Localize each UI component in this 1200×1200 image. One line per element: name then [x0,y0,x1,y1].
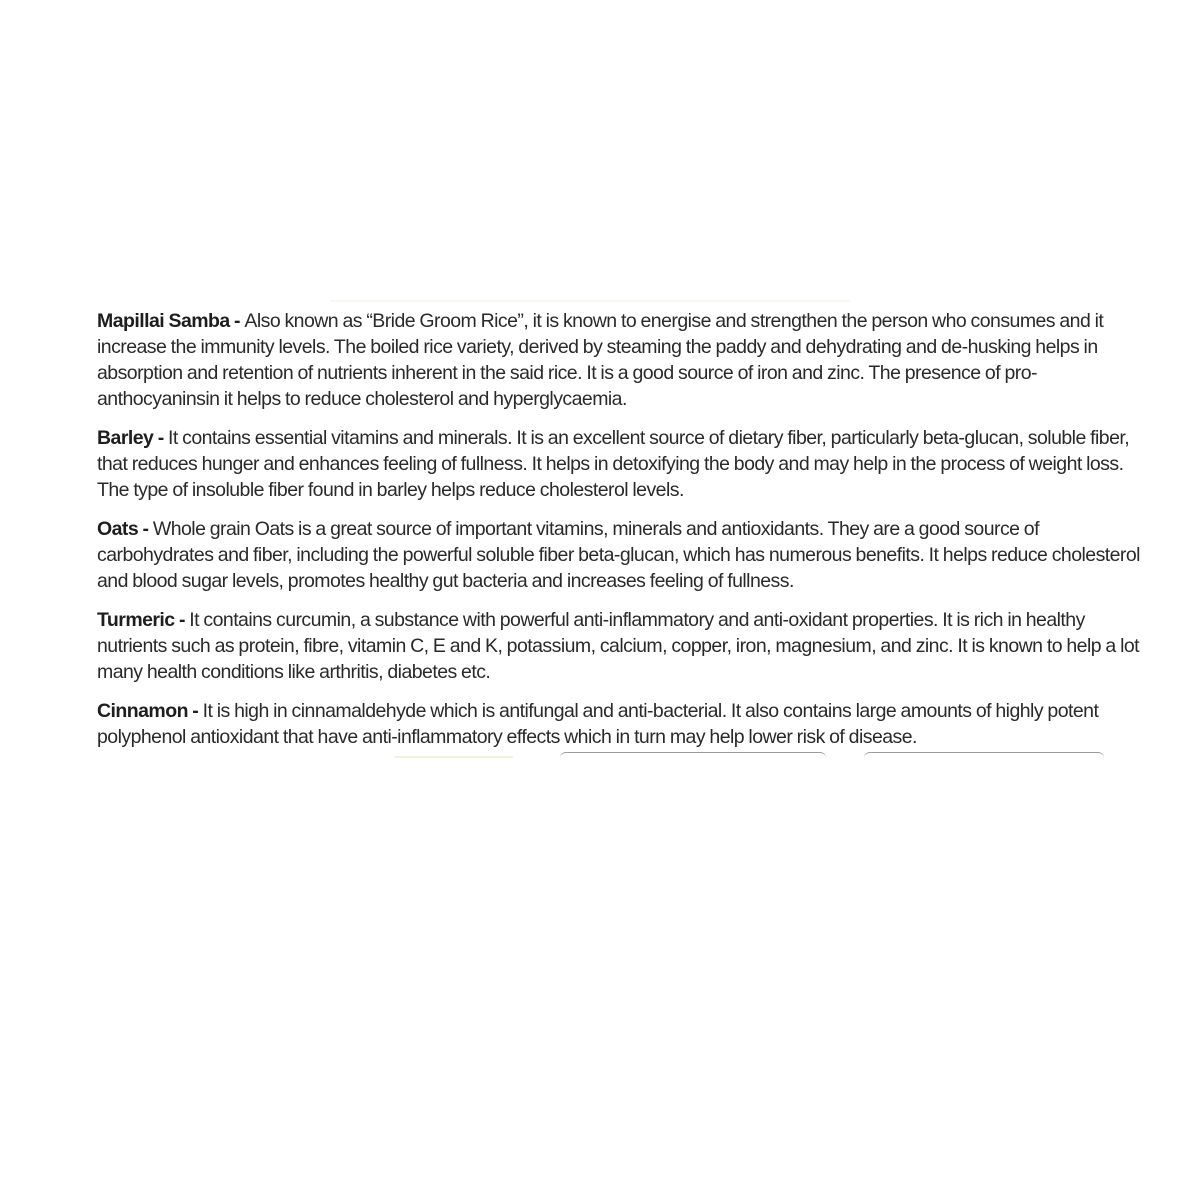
ingredient-name: Mapillai Samba [97,310,230,332]
rounded-divider-right [864,752,1104,761]
ingredient-name: Cinnamon [97,700,188,722]
ingredient-paragraph-oats [97,516,1147,594]
ingredient-separator: - [138,518,153,540]
ingredient-description: It contains essential vitamins and minerals. It is an excellent source of dietary fiber, particularly beta-glucan, soluble fiber, that reduces hunger and enhances feeling of fullness. It helps in detoxifying the body and may help in the process of weight loss. The type of insoluble fiber found in barley helps reduce cholesterol levels. [97,427,1130,501]
ingredient-description: It is high in cinnamaldehyde which is antifungal and anti-bacterial. It also contains large amounts of highly potent polyphenol antioxidant that have anti-inflammatory effects which in turn may help lower risk of disease. [97,700,1099,748]
ingredient-separator: - [153,427,169,449]
ingredient-name: Barley [97,427,154,449]
ingredient-separator: - [229,310,245,332]
ingredient-paragraph-turmeric [97,607,1147,685]
ingredient-name: Turmeric [97,609,175,631]
rounded-divider-left [560,752,826,761]
ingredient-description: It contains curcumin, a substance with powerful anti-inflammatory and anti-oxidant properties. It is rich in healthy nutrients such as protein, fibre, vitamin C, E and K, potassium, calcium, copper, iron, magnesium, and zinc. It is known to help a lot many health conditions like arthritis, diabetes etc. [97,609,1140,683]
ingredient-descriptions [97,308,1147,763]
ingredient-name: Oats [97,518,139,540]
ingredient-separator: - [174,609,190,631]
ingredient-description: Also known as “Bride Groom Rice”, it is known to energise and strengthen the person who consumes and it increase the immunity levels. The boiled rice variety, derived by steaming the paddy and dehydrating and de-husking helps in absorption and retention of nutrients inherent in the said rice. It is a good source of iron and zinc. The presence of pro-anthocyaninsin it helps to reduce cholesterol and hyperglycaemia. [97,310,1104,410]
ingredient-paragraph-cinnamon [97,698,1147,750]
ingredient-separator: - [187,700,203,722]
ingredient-paragraph-barley [97,425,1147,503]
faint-top-artifact [330,300,850,302]
faint-bottom-artifact [395,756,513,758]
ingredient-description: Whole grain Oats is a great source of important vitamins, minerals and antioxidants. They are a good source of carbohydrates and fiber, including the powerful soluble fiber beta-glucan, which has numerous benefits. It helps reduce cholesterol and blood sugar levels, promotes healthy gut bacteria and increases feeling of fullness. [97,518,1140,592]
ingredient-paragraph-mapillai-samba [97,308,1147,412]
